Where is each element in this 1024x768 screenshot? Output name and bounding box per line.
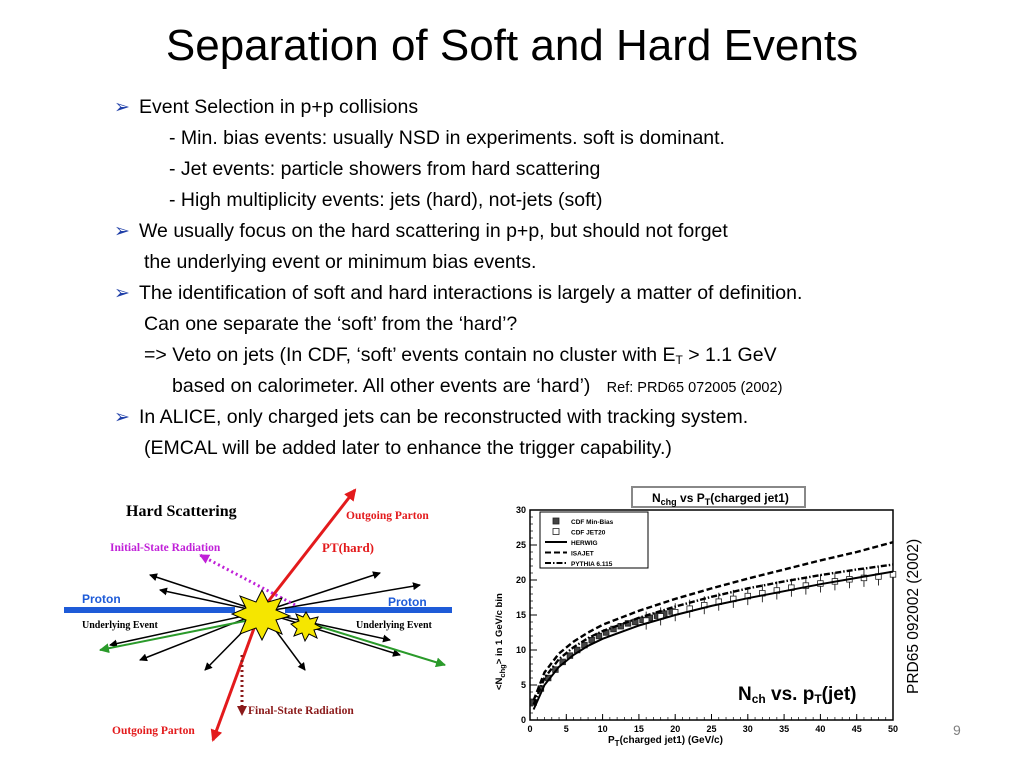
x-axis xyxy=(527,714,898,734)
page-number: 9 xyxy=(953,722,961,738)
underlying-event-left-label: Underlying Event xyxy=(82,620,158,631)
proton-left-label: Proton xyxy=(82,592,121,606)
arrow-bullet-icon: ➢ xyxy=(114,221,130,242)
diagram-title: Hard Scattering xyxy=(126,503,237,520)
list-item: => Veto on jets (In CDF, ‘soft’ events contain no cluster with $E_T > 1.1$ GeV xyxy=(144,344,777,367)
list-item: - Jet events: particle showers from hard scattering xyxy=(169,158,601,180)
y-tick-label: 0 xyxy=(520,715,526,725)
x-tick-label: 50 xyxy=(887,724,899,734)
x-tick-label: 30 xyxy=(742,724,753,734)
proton-right-label: Proton xyxy=(388,595,427,609)
list-item: - Min. bias events: usually NSD in experiments. soft is dominant. xyxy=(169,127,725,149)
legend-marker xyxy=(553,518,559,524)
list-item: ➢ In ALICE, only charged jets can be reconstructed with tracking system. xyxy=(114,402,994,433)
arrow-bullet-icon: ➢ xyxy=(114,407,130,428)
arrow-bullet-icon: ➢ xyxy=(114,283,130,304)
y-axis-label: $<N_{chg}>$ in 1 GeV/c bin xyxy=(494,593,507,690)
y-tick-label: 10 xyxy=(515,645,526,655)
list-item: ➢ The identification of soft and hard interactions is largely a matter of definition. xyxy=(114,278,994,309)
list-item: - High multiplicity events: jets (hard), not-jets (soft) xyxy=(169,189,603,211)
list-item: ➢ We usually focus on the hard scattering in p+p, but should not forget xyxy=(114,216,994,247)
chart-header: $N_{chg}$ vs $P_T(charged$ jet1) xyxy=(652,491,789,507)
x-tick-label: 25 xyxy=(706,724,717,734)
list-item: ➢ Event Selection in p+p collisions xyxy=(114,92,994,123)
legend-label: HERWIG xyxy=(571,540,598,547)
underlying-event-right-label: Underlying Event xyxy=(356,620,432,631)
x-tick-label: 45 xyxy=(851,724,862,734)
chart-legend xyxy=(540,512,648,568)
reference-note: Ref: PRD65 072005 (2002) xyxy=(606,380,783,396)
y-tick-label: 25 xyxy=(515,540,526,550)
isr-label: Initial-State Radiation xyxy=(110,542,221,554)
legend-label: ISAJET xyxy=(571,550,594,558)
y-tick-label: 30 xyxy=(515,505,526,515)
x-tick-label: 10 xyxy=(597,724,608,734)
legend-marker xyxy=(553,529,559,535)
x-tick-label: 15 xyxy=(633,724,644,734)
outgoing-parton-top-label: Outgoing Parton xyxy=(346,510,429,522)
x-tick-label: 40 xyxy=(815,724,826,734)
list-item: Can one separate the ‘soft’ from the ‘hard’? xyxy=(144,313,518,335)
legend-label: CDF Min-Bias xyxy=(571,519,614,526)
x-tick-label: 0 xyxy=(527,724,533,734)
x-axis-label: $P_T(charged$ jet1) (GeV/c) xyxy=(608,735,723,748)
x-tick-label: 35 xyxy=(779,724,790,734)
pt-hard-label: PT(hard) xyxy=(322,540,374,555)
legend-label: CDF JET20 xyxy=(571,529,606,537)
y-tick-label: 20 xyxy=(515,575,526,585)
list-item: based on calorimeter. All other events are ‘hard’) Ref: PRD65 072005 (2002) xyxy=(172,375,783,397)
side-reference: PRD65 092002 (2002) xyxy=(905,538,922,694)
y-tick-label: 15 xyxy=(515,610,526,620)
fsr-label: Final-State Radiation xyxy=(248,705,354,717)
legend-label: PYTHIA 6.115 xyxy=(571,561,613,568)
x-tick-label: 5 xyxy=(563,724,569,734)
chart-caption: $N_{ch}$ vs. $p_T(jet)$ xyxy=(738,684,857,706)
list-item: (EMCAL will be added later to enhance the trigger capability.) xyxy=(144,437,672,459)
arrow-bullet-icon: ➢ xyxy=(114,97,130,118)
list-item: the underlying event or minimum bias events. xyxy=(144,251,537,273)
outgoing-parton-bottom-label: Outgoing Parton xyxy=(112,725,195,737)
y-tick-label: 5 xyxy=(520,680,526,690)
slide-title: Separation of Soft and Hard Events xyxy=(165,21,859,70)
y-axis xyxy=(516,505,537,725)
x-tick-label: 20 xyxy=(670,724,681,734)
